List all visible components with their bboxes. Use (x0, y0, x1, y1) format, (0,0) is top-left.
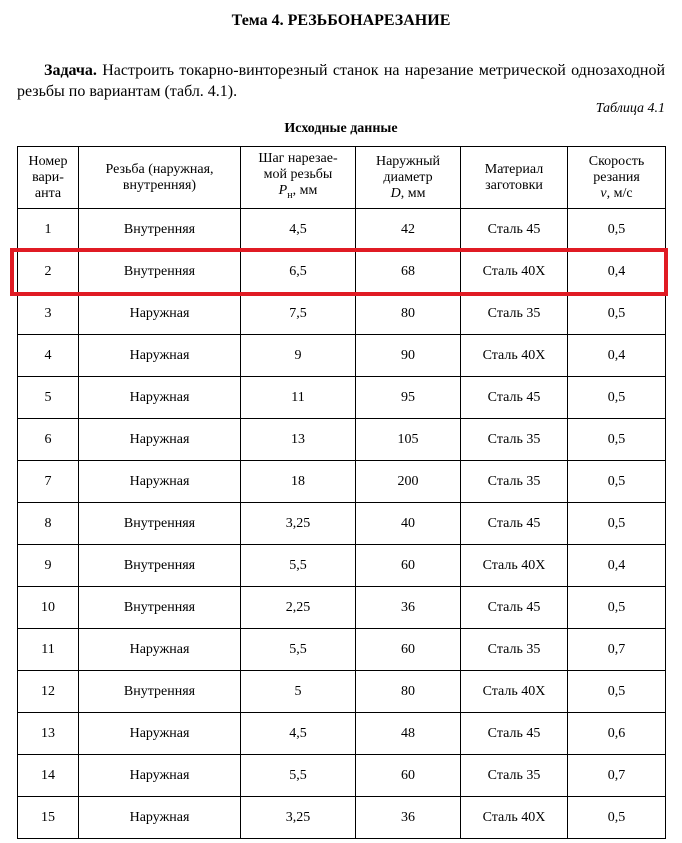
speed-cell: 0,4 (568, 545, 666, 587)
pitch-cell: 11 (241, 377, 356, 419)
variant-cell: 4 (18, 335, 79, 377)
variant-cell: 8 (18, 503, 79, 545)
table-row (18, 629, 666, 671)
table-row (18, 797, 666, 839)
table-row (18, 419, 666, 461)
table-row (18, 335, 666, 377)
speed-cell: 0,5 (568, 671, 666, 713)
page-title: Тема 4. РЕЗЬБОНАРЕЗАНИЕ (231, 12, 451, 29)
thread-type-cell: Внутренняя (79, 209, 241, 251)
speed-cell: 0,5 (568, 377, 666, 419)
header-thread-pitch: Шаг нарезае- мой резьбы $P_н$, мм (241, 147, 356, 209)
pitch-cell: 5,5 (241, 545, 356, 587)
diameter-cell: 36 (356, 587, 461, 629)
variant-cell: 14 (18, 755, 79, 797)
diameter-cell: 105 (356, 419, 461, 461)
speed-cell: 0,6 (568, 713, 666, 755)
thread-type-cell: Наружная (79, 713, 241, 755)
thread-type-cell: Внутренняя (79, 587, 241, 629)
variant-cell: 13 (18, 713, 79, 755)
material-cell: Сталь 40Х (461, 335, 568, 377)
speed-cell: 0,5 (568, 293, 666, 335)
table-row (18, 461, 666, 503)
table-row (18, 377, 666, 419)
pitch-cell: 4,5 (241, 209, 356, 251)
table-row (18, 587, 666, 629)
variant-cell: 3 (18, 293, 79, 335)
pitch-cell: 13 (241, 419, 356, 461)
speed-cell: 0,5 (568, 587, 666, 629)
thread-type-cell: Внутренняя (79, 503, 241, 545)
table-row (18, 209, 666, 251)
diameter-cell: 60 (356, 629, 461, 671)
variant-cell: 7 (18, 461, 79, 503)
task-text: Настроить токарно-винторезный станок на нарезание метрической однозаходной резьбы по вариантам (табл. 4.1). (17, 62, 665, 100)
table-number-label: Таблица 4.1 (595, 101, 665, 116)
diameter-cell: 80 (356, 671, 461, 713)
table-row (18, 671, 666, 713)
variant-cell: 5 (18, 377, 79, 419)
thread-type-cell: Наружная (79, 461, 241, 503)
speed-cell: 0,4 (568, 335, 666, 377)
diameter-cell: 60 (356, 545, 461, 587)
speed-cell: 0,5 (568, 461, 666, 503)
material-cell: Сталь 35 (461, 755, 568, 797)
variant-cell: 10 (18, 587, 79, 629)
variant-cell: 11 (18, 629, 79, 671)
variant-cell: 12 (18, 671, 79, 713)
pitch-cell: 18 (241, 461, 356, 503)
material-cell: Сталь 35 (461, 293, 568, 335)
speed-cell: 0,5 (568, 419, 666, 461)
diameter-cell: 80 (356, 293, 461, 335)
table-body (18, 209, 666, 839)
variant-cell: 1 (18, 209, 79, 251)
table-row (18, 755, 666, 797)
thread-type-cell: Наружная (79, 755, 241, 797)
diameter-cell: 42 (356, 209, 461, 251)
material-cell: Сталь 35 (461, 419, 568, 461)
header-cutting-speed: Скорость резания v, м/с (568, 147, 666, 209)
thread-type-cell: Наружная (79, 629, 241, 671)
table-row (18, 503, 666, 545)
diameter-cell: 36 (356, 797, 461, 839)
diameter-cell: 90 (356, 335, 461, 377)
header-variant: Номер вари- анта (18, 147, 79, 209)
material-cell: Сталь 45 (461, 209, 568, 251)
diameter-cell: 48 (356, 713, 461, 755)
material-cell: Сталь 45 (461, 503, 568, 545)
variant-cell: 6 (18, 419, 79, 461)
pitch-cell: 2,25 (241, 587, 356, 629)
pitch-cell: 5,5 (241, 755, 356, 797)
thread-type-cell: Внутренняя (79, 671, 241, 713)
material-cell: Сталь 40Х (461, 251, 568, 293)
material-cell: Сталь 40Х (461, 797, 568, 839)
data-table (17, 146, 666, 839)
pitch-cell: 7,5 (241, 293, 356, 335)
material-cell: Сталь 45 (461, 587, 568, 629)
material-cell: Сталь 45 (461, 377, 568, 419)
speed-cell: 0,5 (568, 503, 666, 545)
speed-cell: 0,7 (568, 629, 666, 671)
pitch-cell: 4,5 (241, 713, 356, 755)
pitch-cell: 5,5 (241, 629, 356, 671)
material-cell: Сталь 35 (461, 629, 568, 671)
pitch-cell: 9 (241, 335, 356, 377)
material-cell: Сталь 40Х (461, 671, 568, 713)
thread-type-cell: Наружная (79, 377, 241, 419)
pitch-cell: 6,5 (241, 251, 356, 293)
table-header-row (18, 147, 666, 209)
diameter-cell: 60 (356, 755, 461, 797)
speed-cell: 0,5 (568, 209, 666, 251)
variant-cell: 9 (18, 545, 79, 587)
header-workpiece-material: Материал заготовки (461, 147, 568, 209)
speed-cell: 0,5 (568, 797, 666, 839)
table-row (18, 293, 666, 335)
task-paragraph (17, 60, 665, 102)
table-caption: Исходные данные (284, 121, 398, 136)
thread-type-cell: Наружная (79, 335, 241, 377)
diameter-cell: 68 (356, 251, 461, 293)
thread-type-cell: Наружная (79, 797, 241, 839)
material-cell: Сталь 35 (461, 461, 568, 503)
thread-type-cell: Наружная (79, 419, 241, 461)
thread-type-cell: Наружная (79, 293, 241, 335)
variant-cell: 15 (18, 797, 79, 839)
thread-type-cell: Внутренняя (79, 251, 241, 293)
table-row (18, 251, 666, 293)
variant-cell: 2 (18, 251, 79, 293)
material-cell: Сталь 40Х (461, 545, 568, 587)
speed-cell: 0,7 (568, 755, 666, 797)
header-thread-type: Резьба (наружная, внутренняя) (79, 147, 241, 209)
table-row (18, 713, 666, 755)
material-cell: Сталь 45 (461, 713, 568, 755)
diameter-cell: 40 (356, 503, 461, 545)
pitch-cell: 5 (241, 671, 356, 713)
diameter-cell: 200 (356, 461, 461, 503)
pitch-cell: 3,25 (241, 797, 356, 839)
diameter-cell: 95 (356, 377, 461, 419)
table-row (18, 545, 666, 587)
header-outer-diameter: Наружный диаметр D, мм (356, 147, 461, 209)
speed-cell: 0,4 (568, 251, 666, 293)
thread-type-cell: Внутренняя (79, 545, 241, 587)
pitch-cell: 3,25 (241, 503, 356, 545)
task-label: Задача. (44, 62, 97, 79)
